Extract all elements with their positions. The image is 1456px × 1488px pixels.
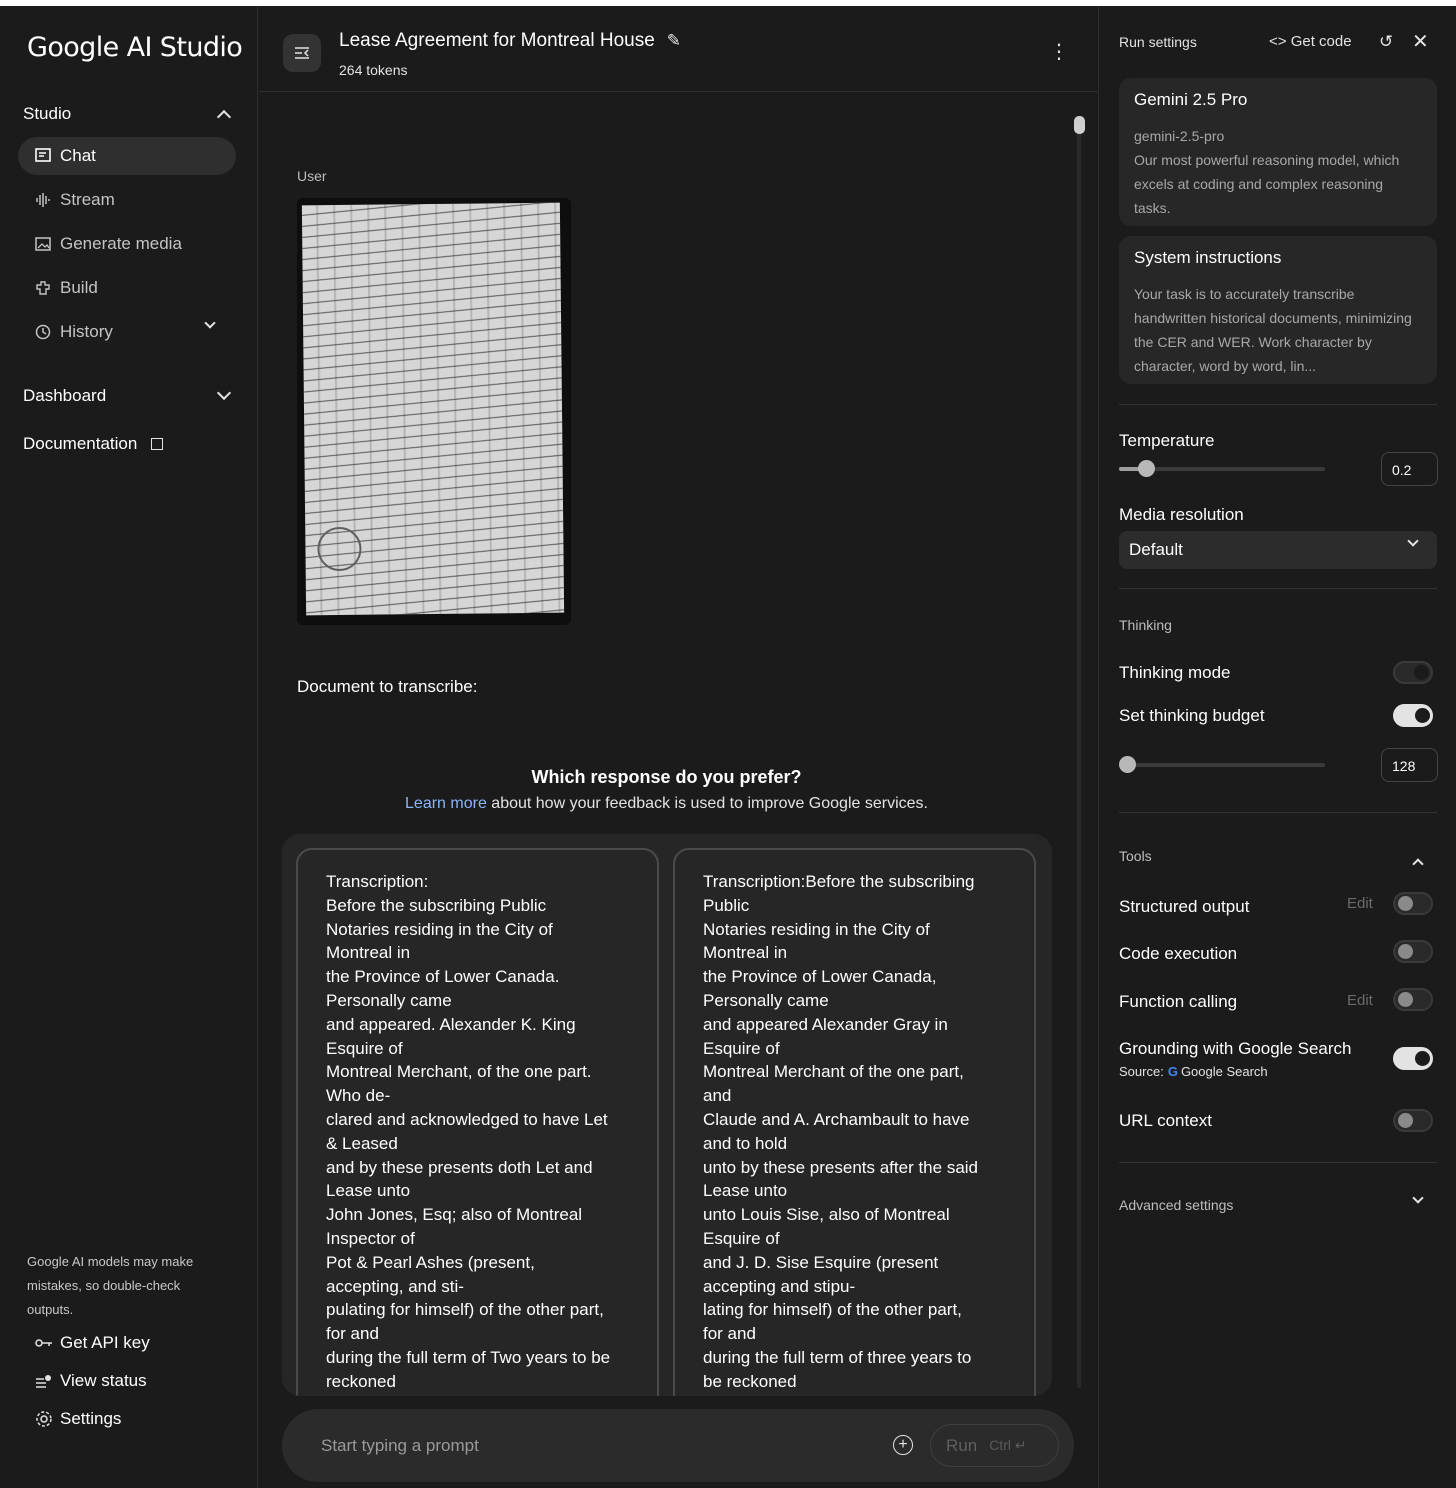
transcription-line: John Jones, Esq; also of Montreal [326,1205,583,1225]
structured-output-label: Structured output [1119,897,1250,916]
response-card-b[interactable] [673,848,1036,1396]
response-comparison [282,834,1052,1396]
structured-output-edit[interactable]: Edit [1347,895,1373,912]
transcription-line: Montreal in [703,943,788,963]
toggle-knob [1414,665,1429,680]
transcription-line: lating for himself) of the other part, [703,1300,962,1320]
transcription-line: and appeared Alexander Gray in [703,1014,948,1034]
run-shortcut: Ctrl ↵ [989,1437,1027,1453]
transcription-line: pulating for himself) of the other part, [326,1300,604,1320]
transcription-line: Notaries residing in the City of [326,919,553,939]
system-instructions-card[interactable] [1119,236,1437,384]
handwritten-page [302,203,564,616]
transcription-line: accepting and stipu- [703,1276,856,1296]
view-status-link[interactable] [35,1371,147,1391]
sidebar-item-stream[interactable] [18,181,236,219]
transcription-line: Transcription: [326,872,429,891]
structured-output-toggle[interactable] [1393,892,1433,915]
transcription-line: Pot & Pearl Ashes (present, [326,1252,535,1272]
advanced-settings-toggle[interactable]: Advanced settings [1119,1197,1234,1213]
transcription-line: reckoned [326,1371,396,1391]
user-role-label: User [297,168,327,184]
transcription-line: be reckoned [703,1371,797,1391]
transcription-line: Montreal Merchant, of the one part. [326,1062,592,1082]
uploaded-document-image[interactable] [297,198,571,625]
sidebar-item-history[interactable] [18,313,236,351]
source-value: Google Search [1180,1064,1268,1079]
transcription-line: Esquire of [703,1228,780,1248]
thinking-budget-slider[interactable] [1119,763,1325,767]
sidebar-item-label: Stream [60,190,115,209]
chevron-up-icon[interactable] [1412,858,1423,869]
media-resolution-label: Media resolution [1119,505,1244,524]
chat-icon [34,147,52,165]
temperature-slider[interactable] [1119,467,1325,471]
transcription-line: Esquire of [326,1038,403,1058]
toggle-knob [1415,708,1430,723]
tools-section-label: Tools [1119,848,1152,864]
media-resolution-value: Default [1129,540,1183,559]
model-selector[interactable] [1119,78,1437,226]
toggle-knob [1398,944,1413,959]
system-instructions-text: Your task is to accurately transcribe handwritten historical documents, minimizing the CER and WER. Work character by character, word by word, lin... [1134,286,1412,374]
transcription-line: unto by these presents after the said [703,1157,979,1177]
image-icon [34,235,52,253]
transcription-line: for and [703,1324,756,1344]
document-seal [317,527,361,571]
toggle-sidebar-button[interactable] [283,34,321,72]
code-execution-toggle[interactable] [1393,940,1433,963]
get-api-key-link[interactable] [35,1333,150,1353]
media-resolution-select[interactable] [1119,531,1437,569]
stream-icon [34,191,52,209]
transcription-line: and appeared. Alexander K. King [326,1014,576,1034]
preference-subtext [259,795,1074,813]
transcription-line: Public [703,895,750,915]
transcription-line: & Leased [326,1133,398,1153]
sidebar-item-label: Build [60,278,98,297]
prompt-composer [282,1409,1074,1482]
prompt-input[interactable]: Start typing a prompt [321,1436,479,1455]
get-code-button[interactable] [1269,33,1352,50]
add-media-icon[interactable]: + [893,1435,913,1455]
transcription-line: and J. D. Sise Esquire (present [703,1252,939,1272]
transcription-line: Who de- [326,1086,391,1106]
transcription-line: Lease unto [326,1181,411,1201]
prompt-title: Lease Agreement for Montreal House [339,30,655,51]
system-instructions-title: System instructions [1134,248,1282,267]
edit-title-icon[interactable]: ✎ [666,31,682,50]
status-icon [35,1373,53,1389]
preference-description: about how your feedback is used to improve Google services. [486,795,928,812]
temperature-label: Temperature [1119,431,1215,450]
function-calling-toggle[interactable] [1393,988,1433,1011]
transcription-line: Personally came [703,990,829,1010]
chevron-down-icon [204,317,215,328]
source-label: Source: [1119,1064,1164,1079]
divider [1119,588,1437,589]
documentation-label: Documentation [23,434,138,453]
app-window [0,6,1456,1488]
thinking-section-label: Thinking [1119,617,1172,633]
collapse-icon [294,46,310,60]
chat-main [259,6,1098,1488]
toggle-knob [1398,992,1413,1007]
chat-header [259,6,1098,92]
chevron-down-icon[interactable] [1412,1192,1423,1203]
url-context-toggle[interactable] [1393,1109,1433,1132]
grounding-toggle[interactable] [1393,1047,1433,1070]
external-link-icon [151,438,163,450]
transcription-line: Personally came [326,990,452,1010]
transcription-line: accepting, and sti- [326,1276,464,1296]
grounding-source [1119,1064,1268,1079]
transcription-line: and [703,1086,732,1106]
run-button[interactable] [930,1424,1059,1467]
run-settings-panel [1098,6,1456,1488]
studio-section-toggle[interactable] [23,102,235,126]
footer-item-label: Get API key [60,1333,150,1352]
transcription-line: and by these presents doth Let and [326,1157,593,1177]
footer-item-label: View status [60,1371,147,1390]
transcription-line: Before the subscribing Public [326,895,547,915]
sidebar [0,6,258,1488]
close-icon[interactable]: ✕ [1412,31,1429,53]
thinking-mode-label: Thinking mode [1119,663,1231,682]
thinking-mode-toggle[interactable] [1393,661,1433,684]
disclaimer-text: Google AI models may make mistakes, so double-check outputs. [27,1254,194,1317]
chevron-down-icon [217,386,231,400]
model-name: Gemini 2.5 Pro [1134,90,1248,109]
chat-scrollbar[interactable] [1077,118,1081,1388]
settings-icon [35,1410,53,1428]
sidebar-item-chat[interactable] [18,137,236,175]
key-icon [35,1337,53,1349]
response-card-a[interactable] [296,848,659,1396]
studio-label: Studio [23,104,72,123]
function-calling-edit[interactable]: Edit [1347,992,1373,1009]
transcription-line: unto Louis Sise, also of Montreal [703,1205,950,1225]
sidebar-item-label: History [60,322,113,341]
toggle-knob [1415,1051,1430,1066]
transcription-line: Esquire of [703,1038,780,1058]
thinking-budget-label: Set thinking budget [1119,706,1265,725]
page-title [339,30,681,52]
app-logo[interactable]: Google AI Studio [27,32,243,63]
transcription-line: Montreal Merchant of the one part, [703,1062,964,1082]
transcription-line: the Province of Lower Canada. [326,967,560,987]
panel-title: Run settings [1119,34,1197,50]
transcription-line: Notaries residing in the City of [703,919,930,939]
toggle-knob [1398,1113,1413,1128]
transcription-line: and to hold [703,1133,788,1153]
transcription-line: the Province of Lower Canada, [703,967,937,987]
chevron-up-icon [217,110,231,124]
toggle-knob [1398,896,1413,911]
transcription-line: Transcription:Before the subscribing [703,872,975,891]
more-options-icon[interactable]: ⋮ [1049,41,1069,63]
sidebar-item-generate-media[interactable] [18,225,236,263]
thinking-budget-toggle[interactable] [1393,704,1433,727]
reset-settings-icon[interactable]: ↺ [1379,32,1394,51]
transcription-line: during the full term of Two years to be [326,1347,611,1367]
divider [1119,404,1437,405]
model-description: Our most powerful reasoning model, which excels at coding and complex reasoning tasks. [1134,152,1400,216]
model-id: gemini-2.5-pro [1134,128,1225,144]
slider-handle[interactable] [1138,460,1155,477]
transcription-line: Claude and A. Archambault to have [703,1109,970,1129]
transcription-line: clared and acknowledged to have Let [326,1109,608,1129]
learn-more-link[interactable]: Learn more [405,795,487,812]
slider-fill [1119,467,1140,471]
transcription-line: Montreal in [326,943,411,963]
temperature-input[interactable]: 0.2 [1381,452,1438,486]
grounding-label: Grounding with Google Search [1119,1039,1352,1058]
user-prompt-text: Document to transcribe: [297,677,478,696]
transcription-line: Inspector of [326,1228,415,1248]
url-context-label: URL context [1119,1111,1212,1130]
scrollbar-thumb[interactable] [1074,116,1085,134]
dashboard-label: Dashboard [23,386,107,405]
documentation-link[interactable] [23,434,163,454]
transcription-line: for and [326,1324,379,1344]
slider-handle[interactable] [1119,756,1136,773]
code-execution-label: Code execution [1119,944,1238,963]
function-calling-label: Function calling [1119,992,1238,1011]
sidebar-item-label: Generate media [60,234,182,253]
run-label: Run [946,1435,978,1455]
preference-heading: Which response do you prefer? [531,767,802,787]
footer-item-label: Settings [60,1409,122,1428]
build-icon [34,279,52,297]
thinking-budget-input[interactable]: 128 [1381,748,1438,782]
code-icon: <> [1269,33,1287,50]
google-g-icon: G [1167,1064,1178,1079]
history-icon [34,323,52,341]
sidebar-item-label: Chat [60,146,96,165]
divider [1119,1162,1437,1163]
transcription-line: Lease unto [703,1181,788,1201]
dashboard-section-toggle[interactable] [23,384,235,408]
chevron-down-icon [1407,535,1418,546]
token-count: 264 tokens [339,62,408,78]
transcription-line: during the full term of three years to [703,1347,972,1367]
divider [1119,812,1437,813]
settings-link[interactable] [35,1409,121,1429]
sidebar-item-build[interactable] [18,269,236,307]
get-code-label: Get code [1290,33,1352,50]
